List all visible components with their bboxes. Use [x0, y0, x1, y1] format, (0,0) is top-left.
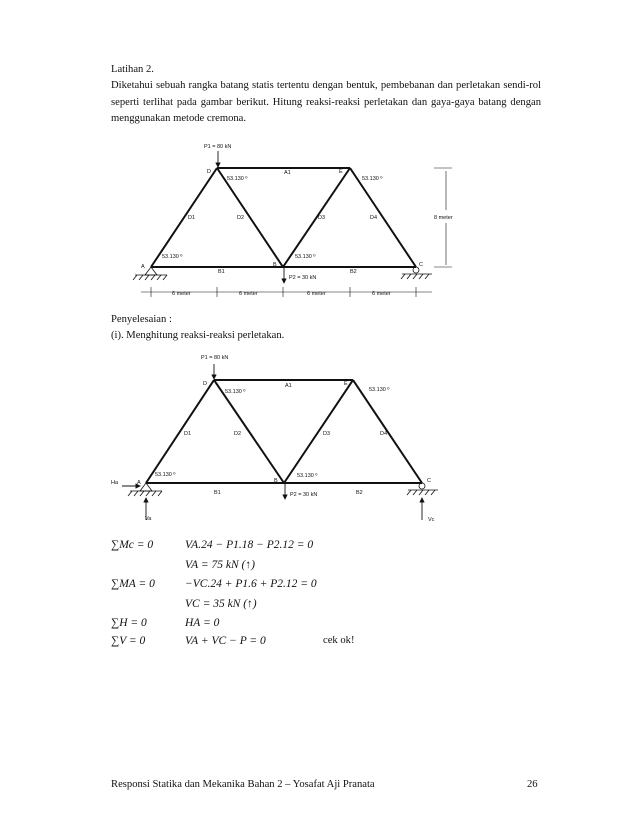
truss-diagram-2 [0, 348, 638, 528]
angle-label-b-2: 53.130 º [297, 473, 318, 479]
node-e: E [339, 169, 343, 175]
angle-label-e-2: 53.130 º [369, 387, 390, 393]
reaction-ha-label: Ha [111, 480, 119, 486]
member-d3-label-2: D3 [323, 431, 331, 437]
angle-label-d-2: 53.130 º [225, 389, 246, 395]
member-b1-label: B1 [218, 269, 225, 275]
eq-6-rhs: VA + VC − P = 0 [185, 635, 266, 647]
member-d4-label: D4 [370, 215, 378, 221]
member-b2-label: B2 [350, 269, 357, 275]
eq-5-lhs: ∑H = 0 [111, 617, 147, 629]
member-d2 [217, 168, 283, 267]
node-d: D [207, 169, 211, 175]
eq-6-note: cek ok! [323, 635, 355, 646]
node-d-2: D [203, 381, 207, 387]
span-label-2: 6 meter [239, 291, 258, 297]
solution-heading: Penyelesaian : [111, 314, 172, 325]
height-label: 8 meter [434, 215, 453, 221]
span-label-3: 6 meter [307, 291, 326, 297]
label-p2-2: P2 = 30 kN [290, 492, 318, 498]
member-d4-label-2: D4 [380, 431, 388, 437]
node-c-2: C [427, 478, 431, 484]
supports-2 [128, 483, 438, 496]
member-d3-label: D3 [318, 215, 326, 221]
footer-title: Responsi Statika dan Mekanika Bahan 2 – Yosafat Aji Pranata [111, 779, 375, 790]
node-b: B [273, 262, 277, 268]
supports [133, 267, 432, 280]
member-a1-label-2: A1 [285, 383, 292, 389]
member-d2-label-2: D2 [234, 431, 242, 437]
eq-3-lhs: ∑MA = 0 [111, 578, 155, 590]
eq-2-rhs: VA = 75 kN (↑) [185, 559, 255, 571]
label-p1: P1 = 80 kN [204, 144, 232, 150]
node-c: C [419, 262, 423, 268]
span-label-1: 6 meter [172, 291, 191, 297]
eq-5-rhs: HA = 0 [185, 617, 220, 629]
node-a: A [141, 264, 145, 270]
eq-1-rhs: VA.24 − P1.18 − P2.12 = 0 [185, 539, 314, 551]
member-d2-label: D2 [237, 215, 245, 221]
page-number: 26 [527, 779, 538, 790]
truss-diagram-1 [0, 135, 638, 305]
angle-label-a: 53.130 º [162, 254, 183, 260]
reaction-va-label: Va [145, 516, 152, 522]
label-p2: P2 = 30 kN [289, 275, 317, 281]
member-a1-label: A1 [284, 170, 291, 176]
node-e-2: E [344, 381, 348, 387]
label-p1-2: P1 = 80 kN [201, 355, 229, 361]
eq-3-rhs: −VC.24 + P1.6 + P2.12 = 0 [185, 578, 317, 590]
member-b1-label-2: B1 [214, 490, 221, 496]
eq-1-lhs: ∑Mc = 0 [111, 539, 154, 551]
eq-6-lhs: ∑V = 0 [111, 635, 146, 647]
member-b2-label-2: B2 [356, 490, 363, 496]
problem-statement: Diketahui sebuah rangka batang statis tertentu dengan bentuk, pembebanan dan perletakan sendi-rol seperti terlihat pada gambar berikut. Hitung reaksi-reaksi perletakan dan gaya-gaya batang dengan menggunakan metode cremona. [111, 80, 541, 124]
reaction-vc-label: Vc [428, 517, 435, 523]
node-a-2: A [137, 480, 141, 486]
angle-label-a-2: 53.130 º [155, 472, 176, 478]
angle-label-b: 53.130 º [295, 254, 316, 260]
angle-label-e: 53.130 º [362, 176, 383, 182]
eq-4-rhs: VC = 35 kN (↑) [185, 598, 257, 610]
member-d3 [283, 168, 350, 267]
solution-step-1: (i). Menghitung reaksi-reaksi perletakan. [111, 330, 285, 341]
member-d1 [151, 168, 217, 267]
span-label-4: 6 meter [372, 291, 391, 297]
member-d4 [350, 168, 416, 267]
node-b-2: B [274, 478, 278, 484]
member-d1-label-2: D1 [184, 431, 192, 437]
angle-label-d: 53.130 º [227, 176, 248, 182]
exercise-title: Latihan 2. [111, 64, 154, 75]
member-d1-label: D1 [188, 215, 196, 221]
